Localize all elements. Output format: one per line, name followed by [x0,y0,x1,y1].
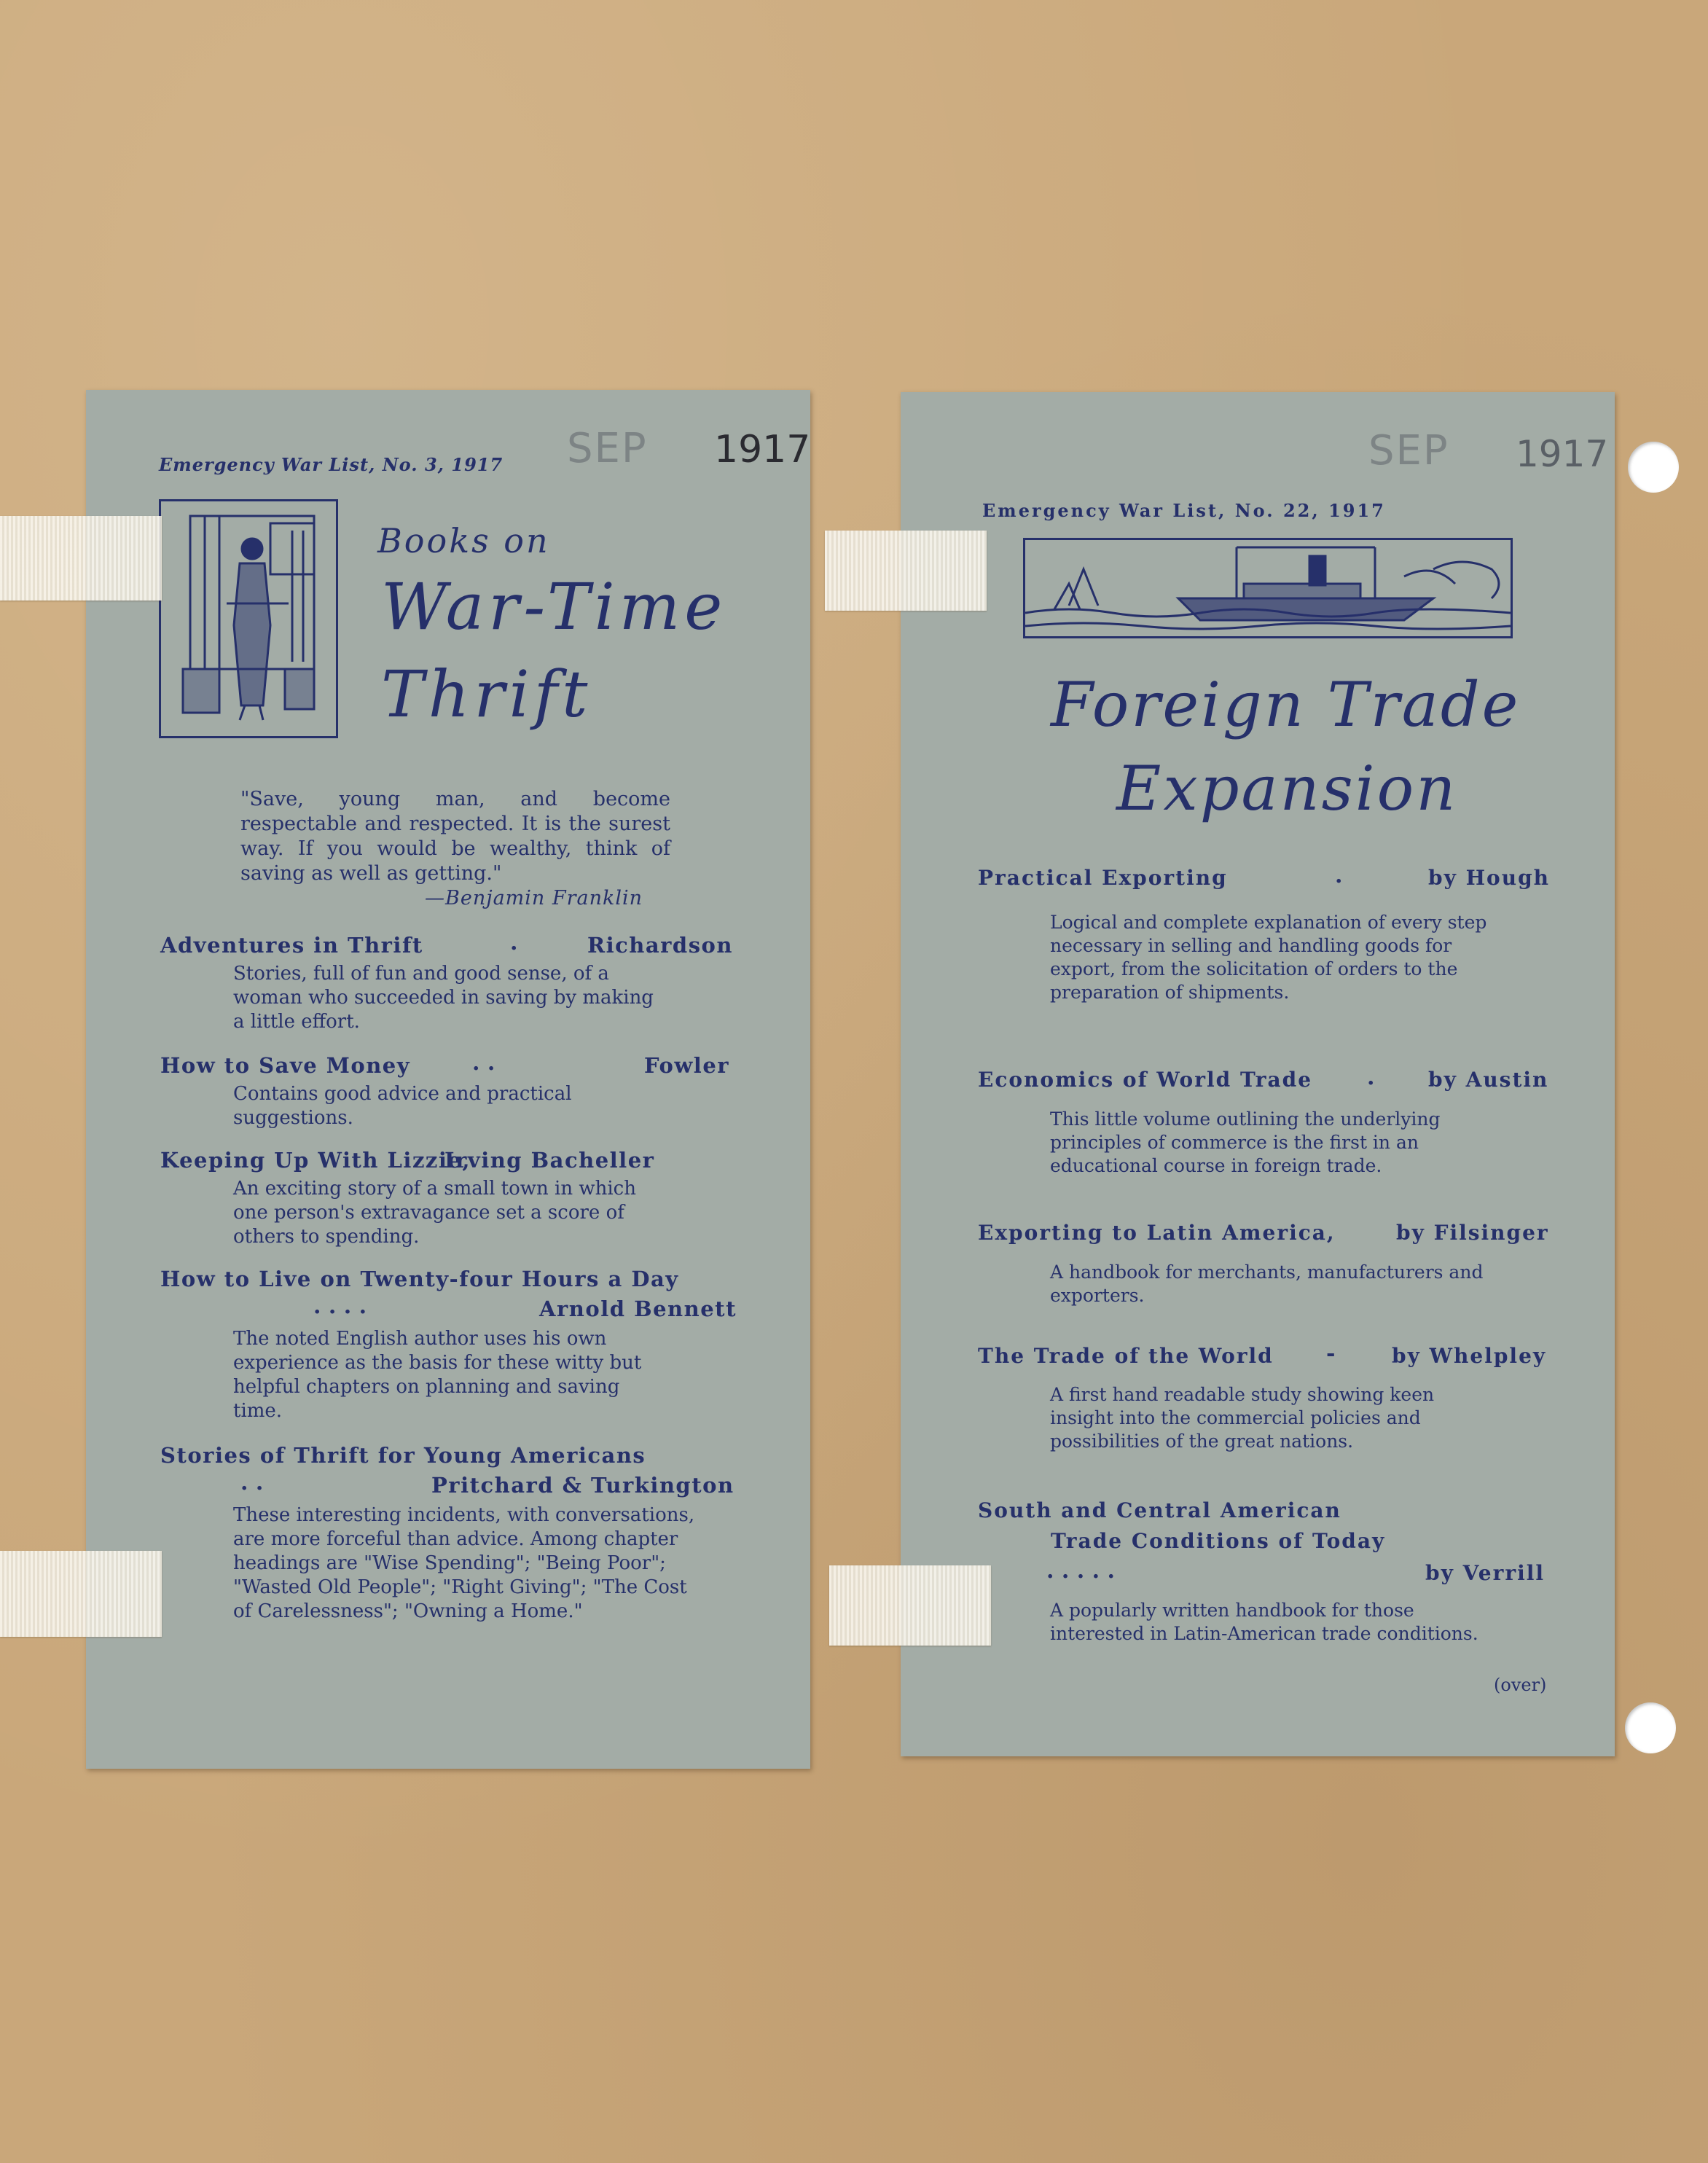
book-author: by Filsinger [1396,1221,1549,1245]
steamship-illustration [1023,538,1513,638]
right-booklist-card [901,392,1615,1756]
book-title: Adventures in Thrift [160,933,423,958]
book-author: Richardson [587,933,733,958]
quote-attribution: —Benjamin Franklin [425,887,643,910]
right-heading-line2: Expansion [1116,753,1458,824]
right-stamp-month: SEP [1368,427,1449,474]
left-stamp-month: SEP [567,425,648,472]
right-stamp-year: 1917 [1516,433,1609,475]
book-title: How to Live on Twenty-four Hours a Day [160,1267,679,1291]
left-booklist-card [86,390,810,1769]
tape-strip [829,1565,991,1646]
punch-hole [1625,1702,1676,1753]
book-separator: . . [472,1050,495,1076]
right-heading-line1: Foreign Trade [1051,669,1521,740]
left-stamp-year: 1917 [714,428,811,472]
book-title: South and Central American [978,1498,1341,1522]
book-title: Practical Exporting [978,866,1228,890]
tape-strip [0,516,162,601]
over-label: (over) [1494,1675,1547,1695]
book-separator: . . . . [313,1294,367,1319]
book-description: These interesting incidents, with conversations, are more forceful than advice. Among chapter headings are "Wise Spending"; "Being Poor"; "Wasted Old People"; "Right Giving"; "The Cost of Carelessness"; "Owning a Home." [233,1504,695,1622]
punch-hole [1628,442,1679,493]
book-title: The Trade of the World [978,1344,1274,1368]
right-series-label: Emergency War List, No. 22, 1917 [982,500,1386,521]
tape-strip [0,1551,162,1637]
book-separator: - [1326,1341,1336,1366]
left-heading-line2: Thrift [381,657,592,732]
steamship-icon [1025,540,1511,636]
book-author: Arnold Bennett [539,1296,737,1321]
left-series-label: Emergency War List, No. 3, 1917 [159,454,504,475]
book-separator: . . [240,1470,264,1495]
book-author: by Hough [1428,866,1551,890]
book-description: Logical and complete explanation of every step necessary in selling and handling goods for export, from the solicitation of orders to the preparation of shipments. [1050,912,1487,1003]
book-separator: . [510,930,518,955]
book-author: Fowler [644,1053,730,1078]
book-author: by Verrill [1425,1561,1545,1585]
book-description: The noted English author uses his own experience as the basis for these witty but helpful chapters on planning and saving time. [233,1328,642,1422]
book-separator: . [1335,863,1343,888]
book-description: A first hand readable study showing keen insight into the commercial policies and possibilities of the great nations. [1050,1384,1435,1452]
book-title: Keeping Up With Lizzie, [160,1148,471,1173]
tape-strip [825,531,987,611]
book-description: A handbook for merchants, manufacturers and exporters. [1050,1262,1484,1306]
book-separator: . . . . . [1046,1558,1115,1584]
book-author: by Whelpley [1392,1344,1547,1368]
left-heading-line1: War-Time [381,569,727,644]
book-title-line2: Trade Conditions of Today [1051,1529,1386,1553]
book-title: Stories of Thrift for Young Americans [160,1443,646,1468]
book-author: Irving Bacheller [444,1148,655,1173]
book-description: A popularly written handbook for those interested in Latin-American trade conditions. [1050,1600,1478,1644]
bank-teller-icon [161,501,336,736]
franklin-quote: "Save, young man, and become respectable and respected. It is the surest way. If you would be wealthy, think of saving as well as getting." [240,788,670,885]
book-description: Stories, full of fun and good sense, of a woman who succeeded in saving by making a little effort. [233,963,654,1033]
bank-teller-illustration [159,499,338,738]
book-author: by Austin [1428,1068,1549,1092]
book-title: How to Save Money [160,1053,411,1078]
book-title: Exporting to Latin America, [978,1221,1336,1245]
book-separator: . [1367,1065,1375,1090]
book-description: Contains good advice and practical suggestions. [233,1083,572,1129]
left-heading-small: Books on [377,521,550,560]
book-title: Economics of World Trade [978,1068,1313,1092]
book-description: This little volume outlining the underlying principles of commerce is the first in an educational course in foreign trade. [1050,1108,1441,1176]
book-description: An exciting story of a small town in which one person's extravagance set a score of others to spending. [233,1178,636,1248]
book-author: Pritchard & Turkington [431,1473,734,1498]
